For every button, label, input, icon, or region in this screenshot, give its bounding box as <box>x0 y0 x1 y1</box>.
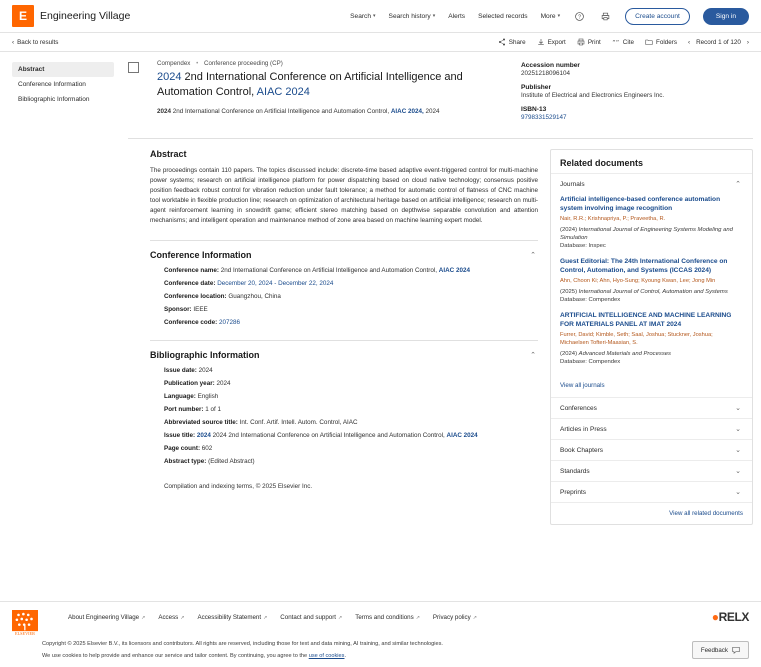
cite-button[interactable] <box>612 38 634 46</box>
conference-code-value[interactable]: 207286 <box>218 318 240 326</box>
list-item <box>560 196 743 249</box>
record-title-year: 2024 <box>157 71 182 83</box>
nav-alerts[interactable] <box>448 13 465 20</box>
publisher-label: Publisher <box>521 84 552 91</box>
record-body <box>128 149 753 525</box>
nav-search-history[interactable] <box>389 13 436 20</box>
svg-text:”: ” <box>612 39 616 46</box>
conference-name-row <box>150 267 538 274</box>
folder-icon <box>645 38 653 46</box>
brand-logo-group[interactable] <box>12 5 130 27</box>
svg-text:ELSEVIER: ELSEVIER <box>15 631 35 636</box>
printer-icon[interactable] <box>599 10 612 23</box>
folders-label: Folders <box>655 38 677 46</box>
view-all-journals-link[interactable]: View all journals <box>560 382 605 390</box>
issue-title-year: 2024 <box>196 431 211 439</box>
conference-code-label: Conference code: <box>164 318 218 326</box>
print-label: Print <box>587 38 601 46</box>
chevron-up-icon: ⌃ <box>735 181 741 188</box>
related-item-journal: Advanced Materials and Processes <box>578 351 672 358</box>
page-title <box>157 70 511 100</box>
related-section-journals-label: Journals <box>560 180 585 188</box>
publication-year-row <box>150 380 538 387</box>
feedback-label: Feedback <box>700 646 728 654</box>
related-documents-column <box>550 149 753 525</box>
prev-record-button[interactable]: ‹ <box>687 38 691 46</box>
folders-button[interactable] <box>645 38 677 46</box>
issue-title-row <box>150 432 538 439</box>
nav-selected-records[interactable] <box>478 13 527 20</box>
related-documents-box <box>550 149 753 525</box>
conference-information-heading: Conference Information <box>150 249 252 260</box>
related-section-preprints[interactable] <box>551 481 752 502</box>
app-title: Engineering Village <box>40 10 131 22</box>
footer-link-about[interactable]: About Engineering Village ↗ <box>68 614 146 621</box>
breadcrumb-separator: • <box>196 60 199 67</box>
footer-top-row <box>12 610 749 638</box>
related-item-title[interactable]: ARTIFICIAL INTELLIGENCE AND MACHINE LEARNING FOR MATERIALS PANEL AT IMAT 2024 <box>560 312 732 329</box>
list-item <box>560 312 743 365</box>
chevron-down-icon: ⌄ <box>735 468 741 476</box>
share-label: Share <box>508 38 526 46</box>
page-layout <box>0 52 761 601</box>
question-circle-icon[interactable] <box>573 10 586 23</box>
nav-alerts-label: Alerts <box>448 12 466 20</box>
abbreviated-source-title-value: Int. Conf. Artif. Intell. Autom. Control, AIAC <box>239 418 358 426</box>
related-item-database: Database: Compendex <box>560 297 621 304</box>
elsevier-tree-icon <box>12 610 38 636</box>
related-section-articles-in-press[interactable] <box>551 418 752 439</box>
chevron-down-icon: ⌄ <box>735 426 741 434</box>
conference-name-label: Conference name: <box>164 266 219 274</box>
elsevier-tree-icon: E <box>12 5 34 27</box>
abstract-heading: Abstract <box>150 149 187 159</box>
related-documents-heading: Related documents <box>560 158 644 168</box>
chevron-down-icon: ⌄ <box>735 447 741 455</box>
conference-date-label: Conference date: <box>164 279 216 287</box>
related-section-conferences[interactable] <box>551 397 752 418</box>
record-content <box>122 52 761 601</box>
issue-date-value: 2024 <box>198 366 213 374</box>
related-item-authors: Ahn, Choon Ki; Ahn, Hyo-Sung; Kyoung Kwan, Lee; Jong Min <box>560 278 716 285</box>
abstract-type-row <box>150 458 538 465</box>
cite-label: Cite <box>622 38 634 46</box>
nav-search-label: Search <box>350 12 372 20</box>
bibliographic-information-panel <box>150 340 538 490</box>
next-record-button[interactable]: › <box>746 38 749 46</box>
footer-link-contact-support[interactable]: Contact and support ↗ <box>280 614 343 621</box>
share-button[interactable] <box>498 38 526 46</box>
related-section-journals[interactable] <box>551 173 752 194</box>
isbn-label: ISBN-13 <box>521 106 547 113</box>
related-section-preprints-label: Preprints <box>560 488 587 496</box>
page-footer <box>0 601 761 667</box>
related-journals-list <box>551 194 752 380</box>
section-navigation-sidebar <box>0 52 122 601</box>
abstract-type-label: Abstract type: <box>164 457 207 465</box>
printer-icon <box>577 38 585 46</box>
issue-title-label: Issue title: <box>164 431 196 439</box>
nav-more-label: More <box>540 12 556 20</box>
port-number-label: Port number: <box>164 405 204 413</box>
external-link-icon: ↗ <box>472 615 477 621</box>
conference-information-header[interactable] <box>150 250 538 267</box>
feedback-button[interactable] <box>692 641 749 659</box>
record-main-column <box>128 149 538 525</box>
conference-date-row <box>150 280 538 287</box>
record-actions <box>498 38 749 46</box>
export-label: Export <box>547 38 566 46</box>
footer-link-privacy[interactable]: Privacy policy ↗ <box>432 614 477 621</box>
back-to-results-label: Back to results <box>17 38 59 46</box>
sidebar-item-bibliographic-information[interactable]: Bibliographic Information <box>18 96 90 103</box>
nav-search[interactable] <box>350 13 375 20</box>
external-link-icon: ↗ <box>338 615 343 621</box>
page-count-value: 602 <box>201 444 213 452</box>
svg-text:?: ? <box>578 13 582 20</box>
list-item <box>560 258 743 303</box>
sidebar-item-abstract[interactable]: Abstract <box>12 62 114 77</box>
issue-date-label: Issue date: <box>164 366 197 374</box>
chevron-down-icon: ⌄ <box>735 489 741 497</box>
source-tail: 2024 <box>425 107 440 115</box>
external-link-icon: ↗ <box>141 615 146 621</box>
footer-links <box>68 610 477 621</box>
port-number-value: 1 of 1 <box>205 405 222 413</box>
page-count-label: Page count: <box>164 444 201 452</box>
breadcrumb <box>157 60 511 67</box>
sponsor-row <box>150 306 538 313</box>
chevron-up-icon[interactable]: ⌃ <box>530 251 536 259</box>
related-item-source <box>560 226 743 243</box>
record-title-main: 2nd International Conference on Artificial Intelligence and Automation Control, <box>157 71 463 98</box>
footer-copyright-2 <box>42 652 749 662</box>
publisher-value: Institute of Electrical and Electronics Engineers Inc. <box>521 92 665 99</box>
sponsor-label: Sponsor: <box>164 305 192 313</box>
chevron-down-icon: ▾ <box>557 13 561 19</box>
related-item-year: (2025) <box>560 289 578 296</box>
accession-number-label: Accession number <box>521 62 580 69</box>
record-action-bar <box>0 33 761 52</box>
export-button[interactable] <box>537 38 566 46</box>
print-button[interactable] <box>577 38 601 46</box>
related-section-book-chapters-label: Book Chapters <box>560 446 603 454</box>
breadcrumb-doctype: Conference proceeding (CP) <box>204 60 283 67</box>
page-count-row <box>150 445 538 452</box>
related-item-authors: Furrer, David; Kimble, Seth; Saal, Joshua; Stuckner, Joshua; Michaelsen Tofteri-Maasian, S. <box>560 332 713 347</box>
conference-date-value: December 20, 2024 - December 22, 2024 <box>217 279 334 287</box>
create-account-button[interactable]: Create account <box>625 8 690 25</box>
record-counter: Record 1 of 120 <box>696 38 741 46</box>
conference-name-value: 2nd International Conference on Artificial Intelligence and Automation Control, <box>220 266 438 274</box>
top-nav-items <box>350 8 749 25</box>
compilation-note: Compilation and indexing terms, © 2025 Elsevier Inc. <box>164 482 313 490</box>
nav-more[interactable] <box>541 13 561 20</box>
nav-selected-records-label: Selected records <box>478 12 528 20</box>
source-acronym: AIAC 2024, <box>390 107 424 115</box>
svg-text:”: ” <box>615 39 619 46</box>
related-item-year: (2024) <box>560 226 578 233</box>
related-item-source <box>560 350 743 358</box>
chevron-down-icon: ▾ <box>432 13 436 19</box>
top-navigation-bar <box>0 0 761 33</box>
issue-title-acronym: AIAC 2024 <box>446 431 478 439</box>
related-item-journal: International Journal of Control, Automation and Systems <box>578 289 728 296</box>
relx-text: RELX <box>718 610 749 624</box>
language-row <box>150 393 538 400</box>
related-section-standards-label: Standards <box>560 467 590 475</box>
chevron-down-icon: ▾ <box>373 13 376 19</box>
external-link-icon: ↗ <box>263 615 268 621</box>
source-year: 2024 <box>157 107 172 115</box>
related-item-database: Database: Inspec <box>560 243 606 250</box>
download-icon <box>537 38 545 46</box>
view-all-related-documents-link[interactable]: View all related documents <box>551 502 752 524</box>
footer-link-terms[interactable]: Terms and conditions ↗ <box>355 614 420 621</box>
chevron-up-icon[interactable]: ⌃ <box>530 351 536 359</box>
sign-in-button[interactable]: Sign in <box>703 8 749 25</box>
quote-icon <box>612 38 620 46</box>
related-item-journal: International Journal of Engineering Systems Modeling and Simulation <box>560 226 733 242</box>
related-section-articles-in-press-label: Articles in Press <box>560 425 607 433</box>
isbn-value[interactable]: 9798331529147 <box>521 114 567 121</box>
cookie-text-pre: We use cookies to help provide and enhance our service and tailor content. By continuing, you agree to the <box>42 652 309 659</box>
conference-location-row <box>150 293 538 300</box>
record-title-acronym: AIAC 2024 <box>256 85 310 98</box>
conference-code-row <box>150 319 538 326</box>
abbreviated-source-title-label: Abbreviated source title: <box>164 418 238 426</box>
abstract-text: The proceedings contain 110 papers. The topics discussed include: discrete-time based adaptive event-triggered control for multi-machine power systems; research on artificial intelligence platform for power dispatching based on cloud native technology; consensus positive position feedback robust control for vibration reduction under fault tolerance; a method for automatic control of flatness of CNC machine tool worktable in flexible production line; research on optimization of architectural heritage based on artificial intelligence; research on multi-agent reinforcement learning in snowdrift game; efficient stereo matching based on depthwise separable convolution and attention mechanisms; and intelligent operation and maintenance method of zone area based on machine learning expert model. <box>150 167 538 224</box>
footer-link-accessibility[interactable]: Accessibility Statement ↗ <box>197 614 268 621</box>
publication-year-label: Publication year: <box>164 379 215 387</box>
related-item-source <box>560 288 743 296</box>
chevron-down-icon: ⌄ <box>735 405 741 413</box>
conference-location-label: Conference location: <box>164 292 227 300</box>
sidebar-item-conference-information[interactable]: Conference Information <box>18 81 86 88</box>
language-label: Language: <box>164 392 196 400</box>
nav-search-history-label: Search history <box>388 12 431 20</box>
footer-link-access[interactable]: Access ↗ <box>158 614 185 621</box>
bibliographic-information-heading: Bibliographic Information <box>150 349 260 360</box>
sponsor-value: IEEE <box>193 305 208 313</box>
cookie-text-post: . <box>344 652 347 659</box>
back-to-results-link[interactable] <box>12 39 58 46</box>
conference-location-value: Guangzhou, China <box>228 292 281 300</box>
header-divider <box>128 138 753 139</box>
abbreviated-source-title-row <box>150 419 538 426</box>
record-header-right <box>521 60 753 128</box>
external-link-icon: ↗ <box>180 615 185 621</box>
related-section-book-chapters[interactable] <box>551 439 752 460</box>
external-link-icon: ↗ <box>415 615 420 621</box>
related-item-authors: Nair, R.R.; Krishnapriya, P.; Praveetha, R. <box>560 215 666 222</box>
record-header <box>128 60 753 128</box>
chevron-left-icon: ‹ <box>12 38 15 46</box>
issue-date-row <box>150 367 538 374</box>
relx-logo <box>712 610 749 624</box>
related-item-year: (2024) <box>560 351 578 358</box>
abstract-type-value: (Edited Abstract) <box>208 457 255 465</box>
bibliographic-information-header[interactable] <box>150 350 538 367</box>
footer-copyright-1: Copyright © 2025 Elsevier B.V., its licensors and contributors. All rights are reserved, including those for text and data mining, AI training, and similar technologies. <box>42 641 443 647</box>
related-section-conferences-label: Conferences <box>560 404 597 412</box>
related-item-title[interactable]: Artificial intelligence-based conference automation system involving image recognition <box>560 196 721 212</box>
select-record-checkbox[interactable] <box>128 62 139 73</box>
related-section-standards[interactable] <box>551 460 752 481</box>
accession-number-value: 20251218096104 <box>521 70 571 77</box>
record-pagination <box>688 39 749 46</box>
use-of-cookies-link[interactable]: use of cookies <box>308 652 345 659</box>
language-value: English <box>197 392 219 400</box>
conference-name-acronym: AIAC 2024 <box>438 266 470 274</box>
related-item-title[interactable]: Guest Editorial: The 24th International Conference on Control, Automation, and Systems (ICCAS 2024) <box>560 258 728 275</box>
relx-dot-icon: ● <box>711 610 719 624</box>
source-main: 2nd International Conference on Artificial Intelligence and Automation Control, <box>172 107 390 115</box>
related-item-database: Database: Compendex <box>560 359 621 366</box>
record-source-line <box>157 108 511 115</box>
breadcrumb-database[interactable]: Compendex <box>157 60 191 67</box>
publication-year-value: 2024 <box>216 379 231 387</box>
comment-icon <box>732 646 740 654</box>
record-header-left <box>157 60 511 128</box>
issue-title-value: 2024 2nd International Conference on Artificial Intelligence and Automation Control, <box>212 431 445 439</box>
port-number-row <box>150 406 538 413</box>
conference-information-panel <box>150 240 538 326</box>
share-icon <box>498 38 506 46</box>
elsevier-logo <box>12 610 38 638</box>
